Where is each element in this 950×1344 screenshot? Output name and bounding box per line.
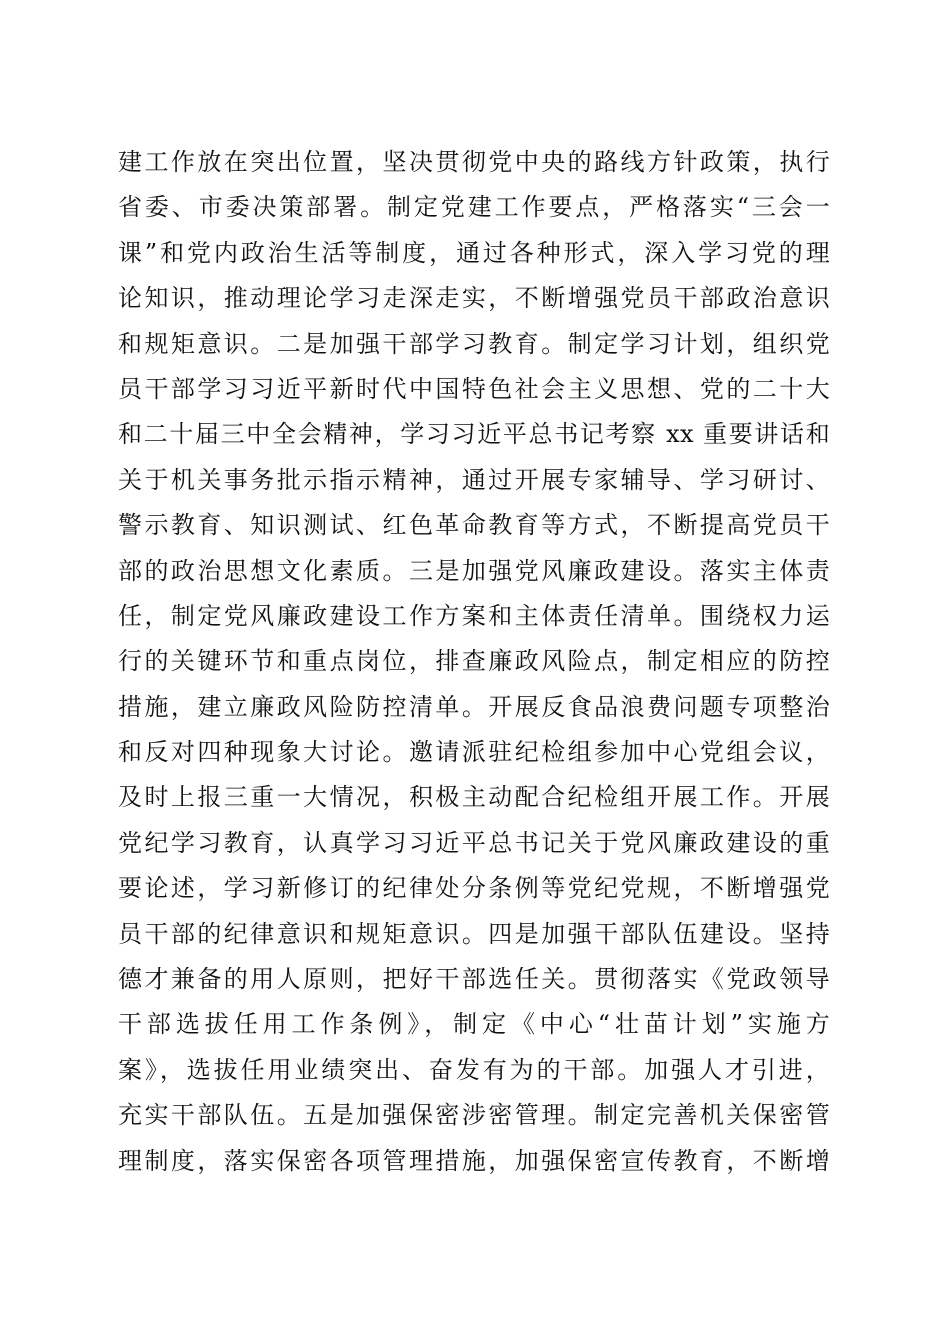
text-line: 和二十届三中全会精神，学习习近平总书记考察 xx 重要讲话和 xyxy=(118,420,830,449)
text-line: 措施，建立廉政风险防控清单。开展反食品浪费问题专项整治 xyxy=(118,692,830,721)
text-line: 关于机关事务批示指示精神，通过开展专家辅导、学习研讨、 xyxy=(118,465,830,494)
text-line: 论知识，推动理论学习走深走实，不断增强党员干部政治意识 xyxy=(118,284,830,313)
text-line: 行的关键环节和重点岗位，排查廉政风险点，制定相应的防控 xyxy=(118,647,830,676)
text-line: 省委、市委决策部署。制定党建工作要点，严格落实“三会一 xyxy=(118,193,830,222)
text-line: 党纪学习教育，认真学习习近平总书记关于党风廉政建设的重 xyxy=(118,828,830,857)
text-line: 和反对四种现象大讨论。邀请派驻纪检组参加中心党组会议， xyxy=(118,738,830,767)
text-line: 及时上报三重一大情况，积极主动配合纪检组开展工作。开展 xyxy=(118,783,830,812)
text-line: 充实干部队伍。五是加强保密涉密管理。制定完善机关保密管 xyxy=(118,1101,830,1130)
text-line: 任，制定党风廉政建设工作方案和主体责任清单。围绕权力运 xyxy=(118,601,830,630)
text-line: 员干部的纪律意识和规矩意识。四是加强干部队伍建设。坚持 xyxy=(118,919,830,948)
text-line: 德才兼备的用人原则，把好干部选任关。贯彻落实《党政领导 xyxy=(118,965,830,994)
text-line: 和规矩意识。二是加强干部学习教育。制定学习计划，组织党 xyxy=(118,329,830,358)
text-line: 部的政治思想文化素质。三是加强党风廉政建设。落实主体责 xyxy=(118,556,830,585)
text-line: 警示教育、知识测试、红色革命教育等方式，不断提高党员干 xyxy=(118,511,830,540)
text-line: 干部选拔任用工作条例》，制定《中心“壮苗计划”实施方 xyxy=(118,1010,830,1039)
text-line: 理制度，落实保密各项管理措施，加强保密宣传教育，不断增 xyxy=(118,1146,830,1175)
text-line: 建工作放在突出位置，坚决贯彻党中央的路线方针政策，执行 xyxy=(118,148,830,176)
text-line: 课”和党内政治生活等制度，通过各种形式，深入学习党的理 xyxy=(118,238,830,267)
text-line: 要论述，学习新修订的纪律处分条例等党纪党规，不断增强党 xyxy=(118,874,830,903)
text-line: 员干部学习习近平新时代中国特色社会主义思想、党的二十大 xyxy=(118,374,830,403)
body-text xyxy=(118,140,830,1184)
text-line: 案》，选拔任用业绩突出、奋发有为的干部。加强人才引进， xyxy=(118,1055,830,1084)
